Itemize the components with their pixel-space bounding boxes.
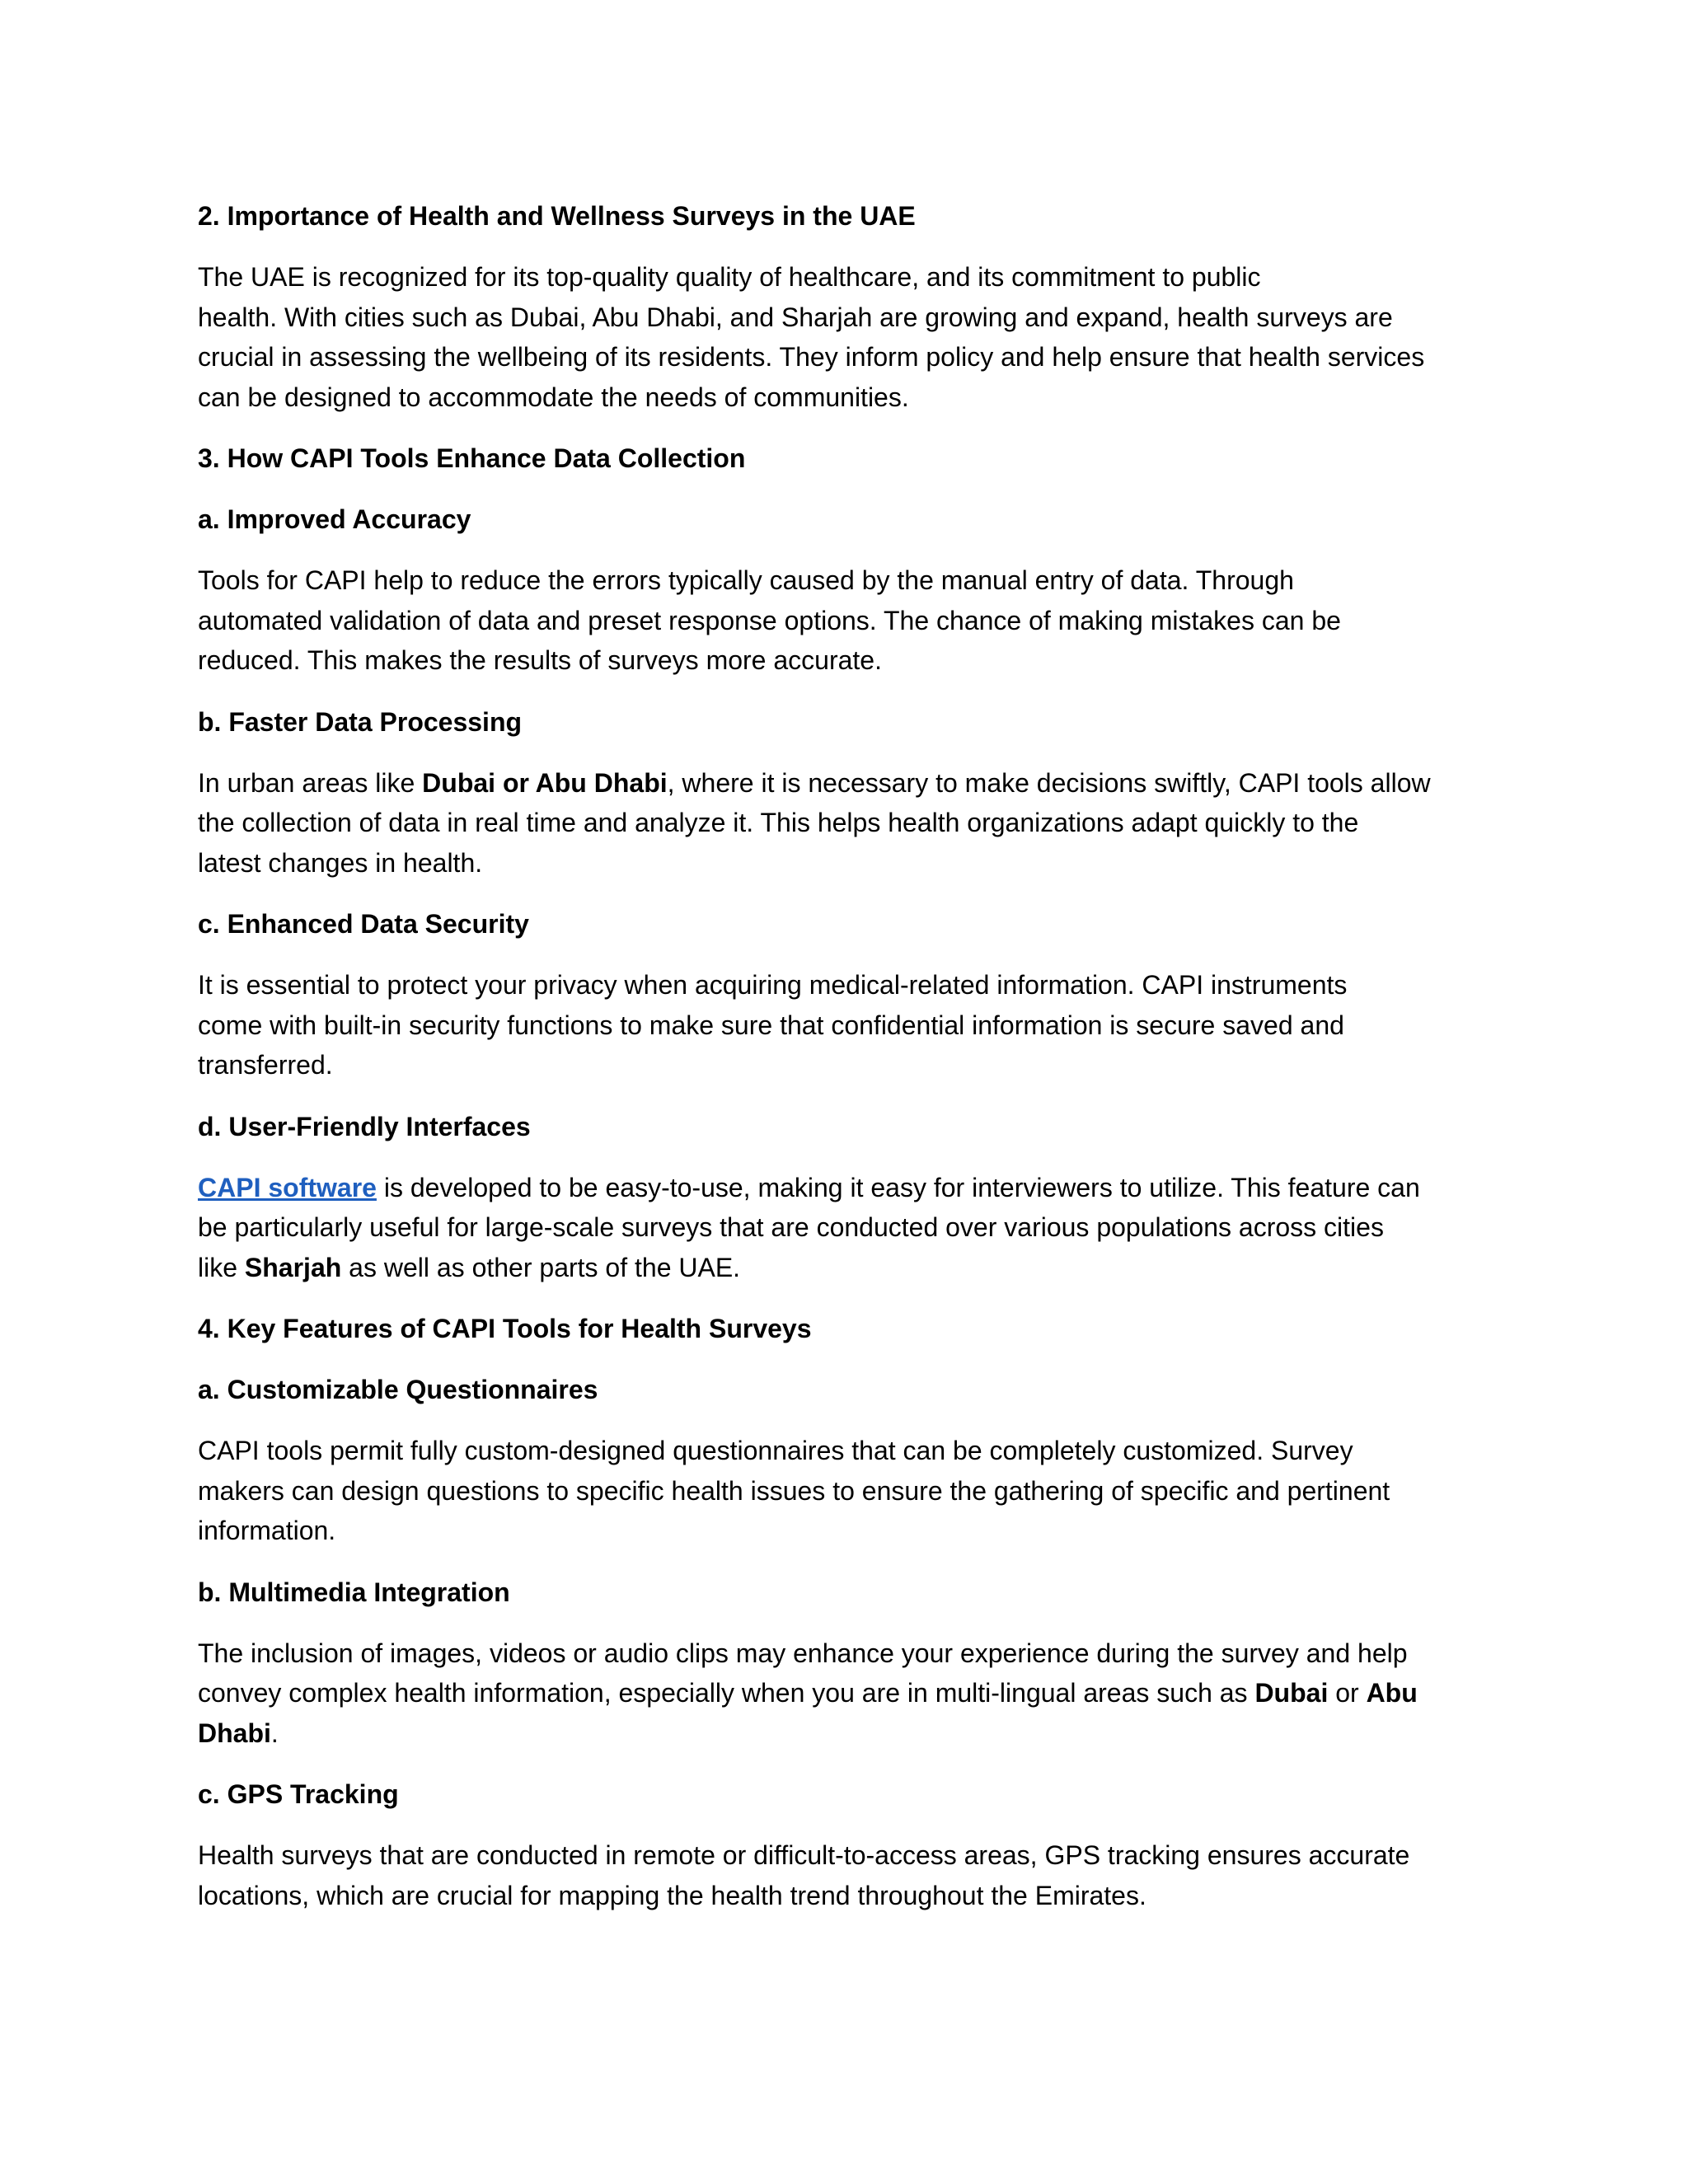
text-line: transferred. [198, 1050, 333, 1080]
text-line: the collection of data in real time and analyze it. This helps health organizations adapt quickly to the [198, 808, 1359, 837]
text-line: be particularly useful for large-scale surveys that are conducted over various populations across cities [198, 1212, 1384, 1242]
heading-importance-surveys: 2. Importance of Health and Wellness Surveys in the UAE [198, 201, 916, 231]
bold-text: Dhabi [198, 1718, 271, 1748]
text-line: crucial in assessing the wellbeing of its residents. They inform policy and help ensure that health services [198, 342, 1425, 372]
text-line: latest changes in health. [198, 847, 483, 878]
paragraph-improved-accuracy [198, 560, 1490, 681]
subheading-user-friendly: d. User-Friendly Interfaces [198, 1111, 531, 1141]
paragraph-gps-tracking [198, 1835, 1490, 1915]
text-segment: , where it is necessary to make decisions swiftly, CAPI tools allow [667, 767, 1431, 798]
text-line: automated validation of data and preset response options. The chance of making mistakes can be [198, 605, 1341, 635]
bold-text: Dubai [1254, 1678, 1329, 1708]
subheading-gps-tracking: c. GPS Tracking [198, 1779, 399, 1809]
text-segment: like [198, 1252, 245, 1282]
text-line: reduced. This makes the results of surveys more accurate. [198, 645, 882, 675]
text-line: Tools for CAPI help to reduce the errors typically caused by the manual entry of data. Through [198, 565, 1294, 595]
bold-text: Sharjah [244, 1252, 342, 1282]
text-segment: . [270, 1718, 279, 1748]
text-segment: or [1328, 1678, 1367, 1708]
text-line: The UAE is recognized for its top-quality quality of healthcare, and its commitment to public [198, 262, 1261, 292]
heading-key-features: 4. Key Features of CAPI Tools for Health Surveys [198, 1314, 812, 1343]
bold-text: Abu [1366, 1678, 1418, 1708]
text-segment: is developed to be easy-to-use, making it easy for interviewers to utilize. This feature can [376, 1172, 1420, 1202]
text-line: Health surveys that are conducted in remote or difficult-to-access areas, GPS tracking ensures accurate [198, 1840, 1410, 1870]
paragraph-customizable-questionnaires [198, 1431, 1490, 1551]
text-segment: convey complex health information, especially when you are in multi-lingual areas such as [198, 1678, 1255, 1708]
capi-software-link[interactable]: CAPI software [198, 1172, 377, 1202]
text-line: The inclusion of images, videos or audio clips may enhance your experience during the survey and help [198, 1638, 1408, 1668]
text-segment: In urban areas like [198, 767, 423, 798]
bold-text: Dubai or Abu Dhabi [422, 767, 668, 798]
heading-capi-enhance: 3. How CAPI Tools Enhance Data Collection [198, 443, 746, 473]
paragraph-faster-processing [198, 763, 1490, 883]
text-line: can be designed to accommodate the needs of communities. [198, 382, 909, 412]
paragraph-data-security [198, 965, 1490, 1085]
paragraph-user-friendly [198, 1168, 1490, 1288]
subheading-multimedia-integration: b. Multimedia Integration [198, 1577, 510, 1607]
subheading-improved-accuracy: a. Improved Accuracy [198, 504, 471, 534]
text-line: makers can design questions to specific health issues to ensure the gathering of specific and pertinent [198, 1475, 1390, 1506]
text-line: health. With cities such as Dubai, Abu Dhabi, and Sharjah are growing and expand, health surveys are [198, 302, 1393, 332]
subheading-customizable-questionnaires: a. Customizable Questionnaires [198, 1375, 598, 1404]
paragraph-multimedia-integration [198, 1633, 1490, 1754]
text-line: It is essential to protect your privacy when acquiring medical-related information. CAPI instruments [198, 970, 1348, 1000]
subheading-data-security: c. Enhanced Data Security [198, 909, 529, 939]
text-line: information. [198, 1516, 336, 1545]
text-segment: as well as other parts of the UAE. [341, 1252, 741, 1282]
paragraph-importance [198, 257, 1490, 417]
text-line: locations, which are crucial for mapping the health trend throughout the Emirates. [198, 1880, 1146, 1910]
subheading-faster-processing: b. Faster Data Processing [198, 706, 523, 737]
text-line: come with built-in security functions to make sure that confidential information is secure saved and [198, 1010, 1344, 1040]
text-line: CAPI tools permit fully custom-designed questionnaires that can be completely customized. Survey [198, 1436, 1353, 1465]
